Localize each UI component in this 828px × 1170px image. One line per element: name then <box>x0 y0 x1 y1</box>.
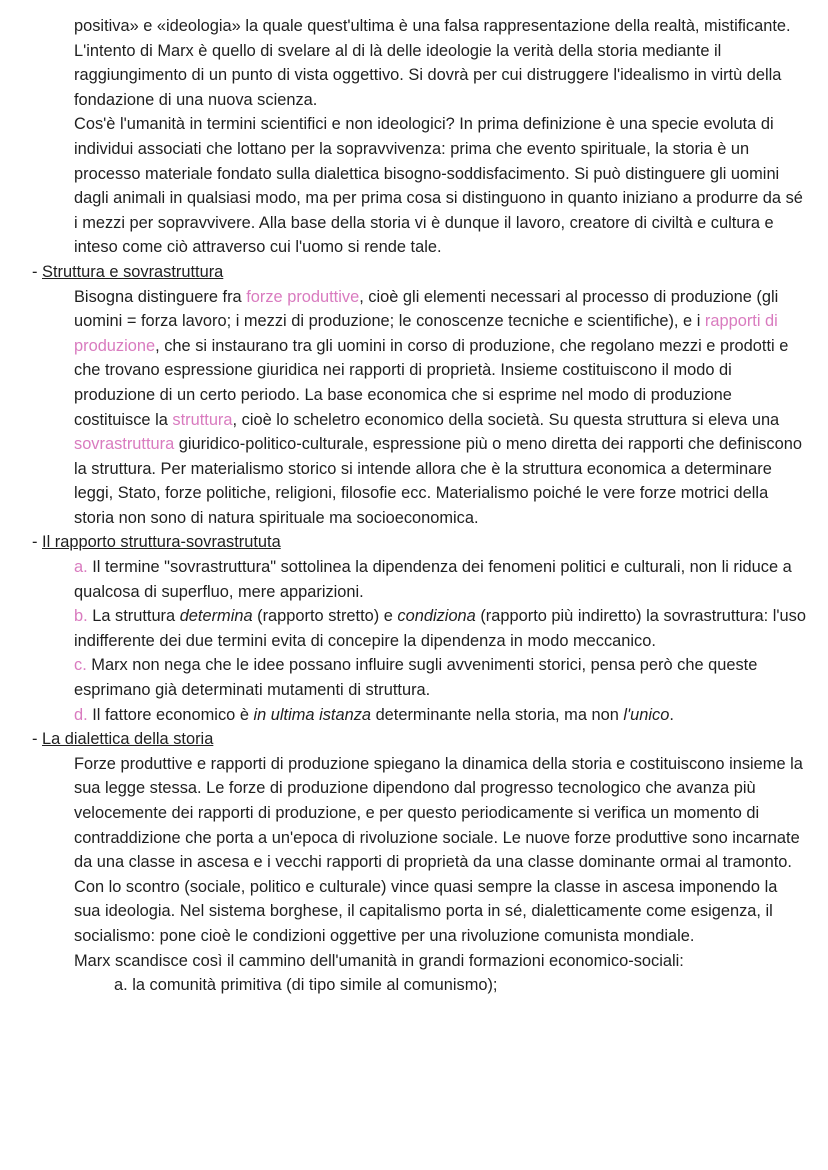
highlight-forze-produttive: forze produttive <box>246 287 360 306</box>
list-letter: b. <box>74 607 88 626</box>
intro-paragraph-2: Cos'è l'umanità in termini scientifici e non ideologici? In prima definizione è una specie evoluta di individui associati che lottano per la sopravvivenza: prima che evento spirituale, la storia è un processo materiale fondato sulla dialettica bisogno-soddisfacimento. Si può distinguere gli uomini dagli animali in qualsiasi modo, ma per prima cosa si distinguono in quanto iniziano a produrre da sé i mezzi per sopravvivere. Alla base della storia vi è dunque il lavoro, creatore di civiltà e cultura e inteso come ciò attraverso cui l'uomo si rende tale. <box>74 115 803 257</box>
text-run: determinante nella storia, ma non <box>371 705 624 724</box>
emphasis: condiziona <box>397 607 476 626</box>
heading-dash: - <box>32 533 43 552</box>
highlight-sovrastruttura: sovrastruttura <box>74 435 175 454</box>
text-run: , cioè gli elementi necessari al processo di produzione (gli uomini = forza lavoro; i mezzi di produzione; le conoscenze tecniche e scientifiche), e i <box>74 287 779 331</box>
highlight-struttura: struttura <box>172 410 233 429</box>
list-letter: a. <box>74 558 88 577</box>
section-heading-rapporto <box>32 530 806 555</box>
highlight-rapporti-di-produzione: rapporti di produzione <box>74 312 778 355</box>
list-letter: c. <box>74 656 87 675</box>
emphasis: in ultima istanza <box>253 705 372 724</box>
text-run: Bisogna distinguere fra <box>74 287 247 306</box>
emphasis: l'unico <box>623 705 670 724</box>
text-run: La struttura <box>87 607 180 626</box>
heading-title: Struttura e sovrastruttura <box>42 262 224 281</box>
formation-item-a: a. la comunità primitiva (di tipo simile al comunismo); <box>114 976 498 995</box>
text-run: , cioè lo scheletro economico della società. Su questa struttura si eleva una <box>232 410 780 429</box>
list-item-b <box>32 604 806 653</box>
dialettica-paragraph-2: Marx scandisce così il cammino dell'umanità in grandi formazioni economico-sociali: <box>74 951 684 970</box>
section-heading-struttura <box>32 260 806 285</box>
intro-paragraph-1: positiva» e «ideologia» la quale quest'ultima è una falsa rappresentazione della realtà, mistificante. L'intento di Marx è quello di svelare al di là delle ideologie la verità della storia mediante il raggiungimento di un punto di vista oggettivo. Si dovrà per cui distruggere l'idealismo in virtù della fondazione di una nuova scienza. <box>74 17 791 109</box>
text-run: (rapporto stretto) e <box>252 607 398 626</box>
emphasis: determina <box>179 607 253 626</box>
text-run: giuridico-politico-culturale, espressione più o meno diretta dei rapporti che definiscono la struttura. Per materialismo storico si intende allora che è la struttura economica a determinare leggi, Stato, forze politiche, religioni, filosofie ecc. Materialismo poiché le vere forze motrici della storia non sono di natura spirituale ma socioeconomica. <box>74 435 802 527</box>
text-run: (rapporto più indiretto) la sovrastruttura: l'uso indifferente dei due termini evita di concepire la dipendenza in modo meccanico. <box>74 607 806 650</box>
list-item-d <box>32 703 806 728</box>
heading-dash: - <box>32 730 43 749</box>
section-heading-dialettica <box>32 727 806 752</box>
heading-title: Il rapporto struttura-sovrastrututa <box>42 533 281 552</box>
text-run: . <box>669 705 674 724</box>
list-item-a <box>32 555 806 604</box>
text-run: Il termine "sovrastruttura" sottolinea la dipendenza dei fenomeni politici e culturali, non li riduce a qualcosa di superfluo, mere apparizioni. <box>74 558 792 601</box>
heading-dash: - <box>32 262 43 281</box>
heading-title: La dialettica della storia <box>42 730 214 749</box>
struttura-paragraph <box>32 285 806 531</box>
text-run: , che si instaurano tra gli uomini in corso di produzione, che regolano mezzi e prodotti e che trovano espressione giuridica nei rapporti di proprietà. Insieme costituiscono il modo di produzione di un certo periodo. La base economica che si esprime nel modo di produzione costituisce la <box>74 336 789 429</box>
text-run: Marx non nega che le idee possano influire sugli avvenimenti storici, pensa però che queste esprimano già determinati mutamenti di struttura. <box>74 656 758 700</box>
list-item-c <box>32 653 806 702</box>
list-letter: d. <box>74 705 88 724</box>
dialettica-paragraph-1: Forze produttive e rapporti di produzione spiegano la dinamica della storia e costituiscono insieme la sua legge stessa. Le forze di produzione dipendono dal progresso tecnologico che avanza più velocemente dei rapporti di produzione, e per questo periodicamente si verifica un momento di contraddizione che porta a un'epoca di rivoluzione sociale. Le nuove forze produttive sono incarnate da una classe in ascesa e i vecchi rapporti di proprietà da una classe dominante ormai al tramonto. Con lo scontro (sociale, politico e culturale) vince quasi sempre la classe in ascesa imponendo la sua ideologia. Nel sistema borghese, il capitalismo porta in sé, dialetticamente come esigenza, il socialismo: pone cioè le condizioni oggettive per una rivoluzione comunista mondiale. <box>74 754 803 945</box>
text-run: Il fattore economico è <box>87 705 254 724</box>
